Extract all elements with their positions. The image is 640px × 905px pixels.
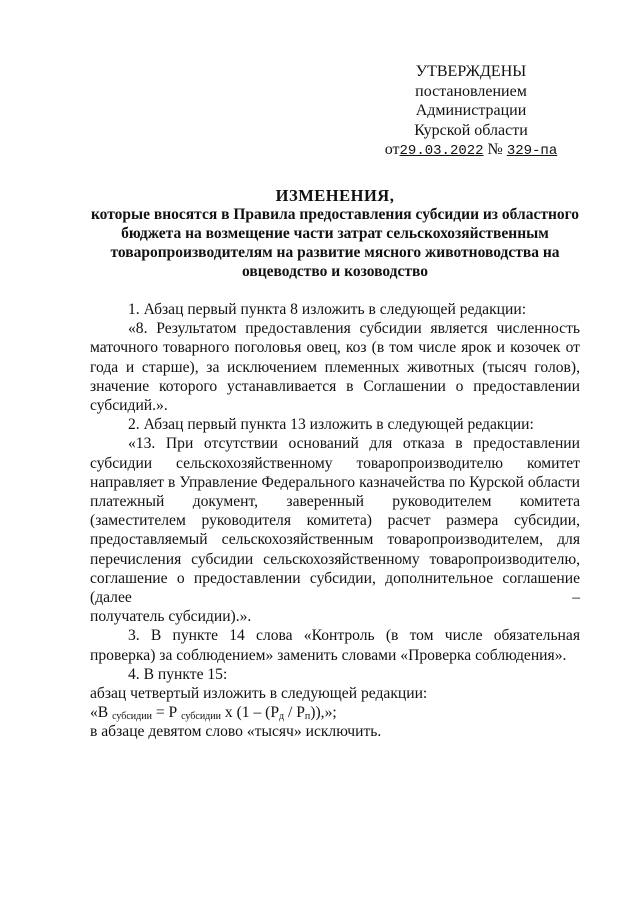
approval-number: 329-па: [506, 143, 558, 159]
approval-date-line: [360, 140, 582, 162]
approval-heading: УТВЕРЖДЕНЫ: [415, 63, 527, 80]
title-main: ИЗМЕНЕНИЯ,: [275, 186, 395, 205]
subsidy-formula: [90, 703, 580, 722]
number-prefix: №: [487, 141, 503, 158]
date-prefix: от: [384, 141, 400, 158]
formula-open: «В: [90, 704, 109, 722]
formula-sub-p: п: [304, 711, 311, 723]
item-2: 2. Абзац первый пункта 13 изложить в следующей редакции:: [128, 416, 534, 434]
formula-eq: = Р: [151, 704, 178, 722]
item-13-text: «13. При отсутствии оснований для отказа в предоставлении субсидии сельскохозяйственному товаропроизводителю комитет направляет в Управление Федерального казначейства по Курской области платежный документ, заверенный руководителем комитета (заместителем руководителя комитета) расчет размера субсидии, предоставляемый сельскохозяйственным товаропроизводителем, для перечисления субсидии сельскохозяйственному товаропроизводителю, соглашение о предоставлении субсидии, дополнительное соглашение (далее –: [90, 435, 580, 607]
formula-slash: / Р: [284, 704, 305, 722]
title-subtitle: которые вносятся в Правила предоставления субсидии из областного бюджета на возмещение части затрат сельскохозяйственным товаропроизводителям на развитие мясного животноводства на овцеводство и козоводство: [90, 206, 580, 280]
approval-date: 29.03.2022: [399, 143, 484, 159]
approval-issuer: постановлением Администрации: [415, 82, 527, 119]
item-8-text: «8. Результатом предоставления субсидии является численность маточного товарного поголовья овец, коз (в том числе ярок и козочек от года и старше), за исключением племенных животных (тысяч голов), значение которого устанавливается в Соглашении о предоставлении субсидий.».: [90, 320, 580, 415]
item-13-text-end: получатель субсидии).».: [90, 608, 252, 626]
item-4-paragraph-4: абзац четвертый изложить в следующей редакции:: [90, 685, 428, 703]
document-body: [90, 300, 580, 742]
item-4-paragraph-9: в абзаце девятом слово «тысяч» исключить.: [90, 723, 382, 741]
formula-sub-d: д: [279, 711, 285, 723]
approval-region: Курской области: [414, 121, 528, 139]
item-4: 4. В пункте 15:: [128, 665, 228, 683]
document-title: [90, 186, 580, 281]
formula-close: )),»;: [310, 704, 337, 722]
formula-mid: х (1 – (Р: [220, 704, 280, 722]
formula-sub-r: субсидии: [181, 711, 221, 723]
item-1: 1. Абзац первый пункта 8 изложить в следующей редакции:: [128, 301, 527, 318]
item-3: 3. В пункте 14 слова «Контроль (в том числе обязательная проверка) за соблюдением» заменить словами «Проверка соблюдения».: [90, 627, 580, 664]
formula-sub-v: субсидии: [112, 711, 152, 723]
approval-stamp: [360, 62, 582, 162]
